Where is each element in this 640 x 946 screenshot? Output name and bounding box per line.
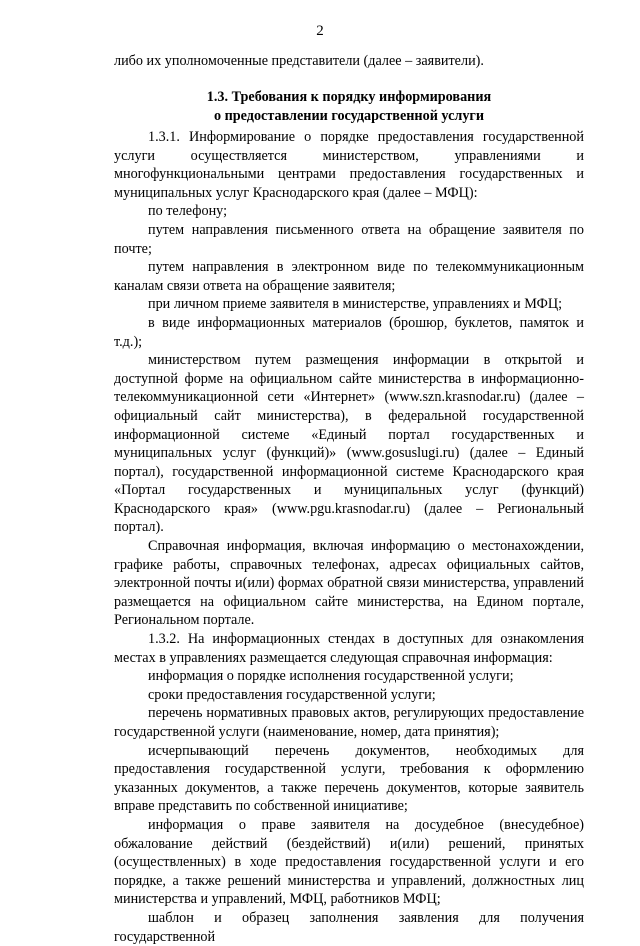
list-item-phone: по телефону;: [148, 203, 228, 220]
page-number: 2: [316, 23, 324, 39]
list-item-documents: исчерпывающий перечень документов, необходимых для предоставления государственной услуги, требования к оформлению указанных документов, а также перечень документов, которые заявитель вправе представить по собственной инициативе;: [114, 742, 584, 815]
section-heading-line-1: 1.3. Требования к порядку информирования: [206, 89, 492, 105]
list-item-procedure: информация о порядке исполнения государственной услуги;: [148, 668, 514, 685]
paragraph-1-3-2: 1.3.2. На информационных стендах в доступных для ознакомления местах в управлениях размещается следующая справочная информация:: [114, 631, 584, 666]
paragraph-1-3-1: 1.3.1. Информирование о порядке предоставления государственной услуги осуществляется министерством, управлениями и многофункциональными центрами предоставления государственных и муниципальных услуг Краснодарского края (далее – МФЦ):: [114, 129, 584, 201]
lead-text: либо их уполномоченные представители (далее – заявители).: [114, 53, 484, 69]
list-item-electronic: путем направления в электронном виде по телекоммуникационным каналам связи ответа на обращение заявителя;: [114, 259, 584, 294]
section-heading-line-2: о предоставлении государственной услуги: [213, 107, 485, 124]
list-item-mail: путем направления письменного ответа на обращение заявителя по почте;: [114, 221, 584, 257]
list-item-template: шаблон и образец заполнения заявления для получения государственной: [114, 909, 584, 945]
list-item-appeal-rights: информация о праве заявителя на досудебное (внесудебное) обжалование действий (бездействий) и(или) решений, принятых (осуществленных) в ходе предоставления государственной услуги и его порядке, а также решений министерства и управлений, должностных лиц министерства и управлений, МФЦ, работников МФЦ;: [114, 816, 584, 908]
list-item-terms: сроки предоставления государственной услуги;: [148, 686, 436, 703]
list-item-websites: министерством путем размещения информации в открытой и доступной форме на официальном сайте министерства в информационно-телекоммуникационной сети «Интернет» (www.szn.krasnodar.ru) (далее – официальный сайт министерства), в федеральной государственной информационной системе «Единый портал государственных и муниципальных услуг (функций)» (www.gosuslugi.ru) (далее – Единый портал), государственной информационной системе Краснодарского края «Портал государственных и муниципальных услуг (функций) Краснодарского края» (www.pgu.krasnodar.ru) (далее – Региональный портал).: [114, 352, 584, 536]
list-item-personal-reception: при личном приеме заявителя в министерстве, управлениях и МФЦ;: [148, 296, 563, 313]
section-body: [114, 128, 584, 946]
list-item-materials: в виде информационных материалов (брошюр, буклетов, памяток и т.д.);: [114, 314, 584, 350]
paragraph-reference-info: Справочная информация, включая информацию о местонахождении, графике работы, справочных телефонах, адресах официальных сайтов, электронной почты и(или) формах обратной связи министерства, управлений размещается на официальном сайте министерства, на Едином портале, Региональном портале.: [114, 538, 584, 629]
list-item-legal-acts: перечень нормативных правовых актов, регулирующих предоставление государственной услуги (наименование, номер, дата принятия);: [114, 705, 584, 740]
section-heading: [114, 88, 584, 125]
